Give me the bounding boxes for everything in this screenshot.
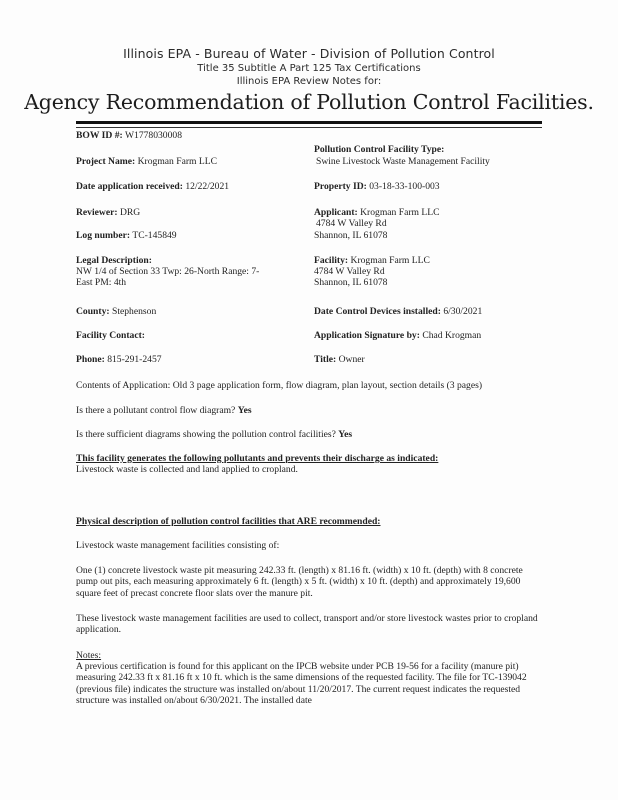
county-field (76, 307, 156, 318)
project-name-label: Project Name: (76, 156, 136, 167)
physical-description-heading: Physical description of pollution control facilities that ARE recommended: (76, 516, 381, 527)
review-notes-line: Illinois EPA Review Notes for: (236, 76, 382, 87)
subtitle-line: Title 35 Subtitle A Part 125 Tax Certifications (197, 63, 421, 74)
bow-id-field (76, 131, 182, 142)
property-id-field (314, 182, 440, 193)
physical-description-intro: Livestock waste management facilities consisting of: (76, 540, 280, 551)
flow-diagram-answer: Yes (237, 405, 252, 416)
reviewer-field (76, 208, 140, 219)
log-number-label: Log number: (76, 230, 131, 241)
legal-description-line1: NW 1/4 of Section 33 Twp: 26-North Range: 7- (76, 266, 260, 277)
diagrams-question-text: Is there sufficient diagrams showing the pollution control facilities? (76, 429, 336, 440)
signature-field (314, 331, 481, 342)
diagrams-answer: Yes (338, 429, 353, 440)
installed-date-value: 6/30/2021 (443, 306, 483, 317)
log-number-value: TC-145849 (132, 230, 177, 241)
header-rule-thick (76, 121, 542, 124)
header-rule-thin (76, 127, 542, 128)
title-value: Owner (338, 354, 365, 365)
pollutants-text: Livestock waste is collected and land applied to cropland. (76, 464, 298, 475)
log-number-field (76, 231, 177, 242)
phone-field (76, 355, 162, 366)
pollutants-heading: This facility generates the following pollutants and prevents their discharge as indicated: (76, 453, 439, 464)
usage-paragraph: These livestock waste management facilities are used to collect, transport and/or store livestock wastes prior to cropland application. (76, 613, 538, 636)
flow-diagram-question-text: Is there a pollutant control flow diagram? (76, 405, 236, 416)
diagrams-question (76, 429, 546, 440)
reviewer-value: DRG (119, 207, 141, 218)
property-id-label: Property ID: (314, 181, 367, 192)
applicant-label: Applicant: (314, 207, 358, 218)
project-name-value: Krogman Farm LLC (137, 156, 218, 167)
facility-contact-label: Facility Contact: (76, 330, 146, 341)
facility-type-label: Pollution Control Facility Type: (314, 144, 445, 155)
title-label: Title: (314, 354, 337, 365)
title-field (314, 355, 365, 366)
phone-value: 815-291-2457 (107, 354, 162, 365)
reviewer-label: Reviewer: (76, 207, 118, 218)
bow-id-label: BOW ID #: (76, 130, 123, 141)
flow-diagram-question (76, 405, 546, 416)
installed-date-field (314, 307, 482, 318)
county-value: Stephenson (112, 306, 157, 317)
date-received-value: 12/22/2021 (185, 181, 230, 192)
facility-address-line1: 4784 W Valley Rd (314, 266, 385, 277)
facility-address-line2: Shannon, IL 61078 (314, 277, 388, 288)
bow-id-value: W1778030008 (124, 130, 182, 141)
signature-label: Application Signature by: (314, 330, 420, 341)
phone-label: Phone: (76, 354, 105, 365)
facility-name: Krogman Farm LLC (350, 255, 430, 266)
notes-heading: Notes: (76, 650, 102, 661)
applicant-name: Krogman Farm LLC (360, 207, 440, 218)
project-name-field (76, 157, 217, 168)
physical-description-paragraph: One (1) concrete livestock waste pit measuring 242.33 ft. (length) x 81.16 ft. (width) x 10 ft. (depth) with 8 concrete pump out pits, each measuring approximately 6 ft. (length) x 5 ft. (width) x 10 ft. (depth) and approximately 19,600 square feet of precast concrete floor slats over the manure pit. (76, 565, 523, 599)
date-received-field (76, 182, 229, 193)
applicant-address-line2: Shannon, IL 61078 (314, 230, 388, 241)
facility-field (314, 256, 430, 267)
date-received-label: Date application received: (76, 181, 183, 192)
applicant-field (314, 208, 440, 219)
notes-paragraph: A previous certification is found for this applicant on the IPCB website under PCB 19-56 for a facility (manure pit) measuring 242.33 ft x 81.16 ft x 10 ft. which is the same dimensions of the requested facility. The file for TC-139042 (previous file) indicates the structure was installed on/about 11/20/2017. The current request indicates the requested structure was installed on/about 6/30/2021. The installed date (76, 661, 527, 706)
county-label: County: (76, 306, 110, 317)
applicant-address-line1: 4784 W Valley Rd (316, 218, 387, 229)
signature-value: Chad Krogman (422, 330, 482, 341)
installed-date-label: Date Control Devices installed: (314, 306, 441, 317)
document-title: Agency Recommendation of Pollution Control Facilities. (24, 90, 594, 114)
facility-type-value: Swine Livestock Waste Management Facility (316, 156, 490, 167)
contents-of-application: Contents of Application: Old 3 page application form, flow diagram, plan layout, section details (3 pages) (76, 380, 483, 391)
facility-label: Facility: (314, 255, 349, 266)
property-id-value: 03-18-33-100-003 (369, 181, 440, 192)
legal-description-line2: East PM: 4th (76, 277, 127, 288)
legal-description-label: Legal Description: (76, 255, 152, 266)
agency-header-line: Illinois EPA - Bureau of Water - Division of Pollution Control (123, 46, 495, 61)
